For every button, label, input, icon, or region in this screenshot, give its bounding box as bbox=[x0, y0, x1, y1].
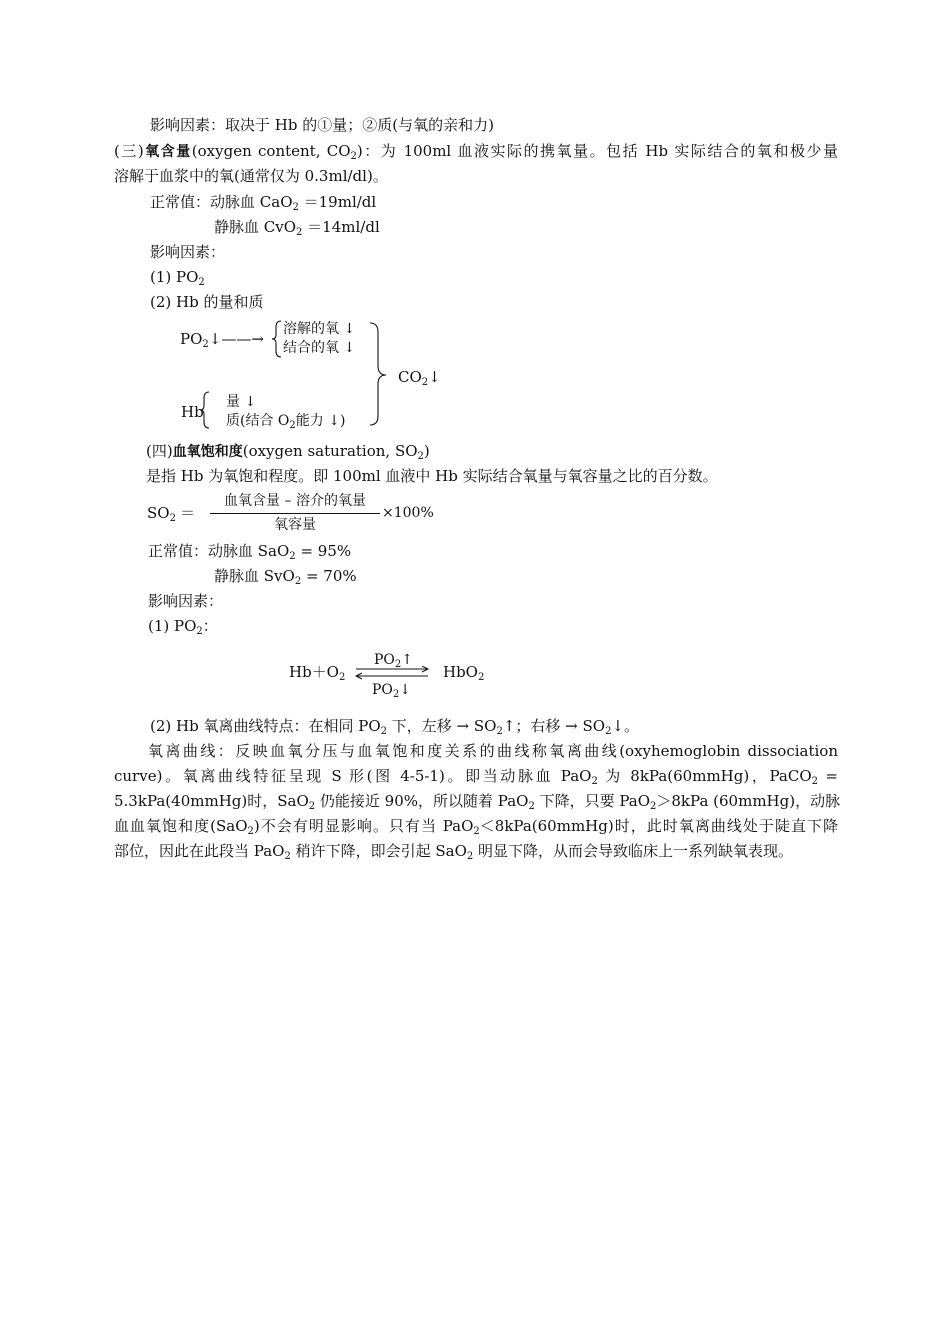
normal-arterial-cao2: 正常值：动脉血 CaO$_2$ ＝19ml/dl bbox=[150, 193, 377, 213]
diagram-co2-result: $CO_2↓$ bbox=[398, 368, 441, 388]
section-heading: 氧含量 bbox=[143, 144, 192, 160]
oxygen-content-heading: (三)氧含量(oxygen content, $CO_2$)：为 100ml 血液实际的携氧量。包括 Hb 实际结合的氧和极少量 bbox=[114, 142, 838, 162]
left-brace-icon bbox=[271, 320, 283, 358]
oxygen-saturation-heading: (四)血氧饱和度(oxygen saturation, $SO_2$) bbox=[146, 442, 430, 462]
reaction-reactants: $Hb+O_2$ bbox=[289, 663, 346, 683]
reaction-product: HbO$_2$ bbox=[443, 663, 485, 683]
diagram-dissolved-oxygen: 溶解的氧 ↓ bbox=[283, 321, 356, 337]
normal-venous-svo2: 静脉血 SvO$_2$ = 70% bbox=[214, 567, 357, 587]
paragraph-line-4: 血血氧饱和度(SaO$_2$)不会有明显影响。只有当 PaO$_2$＜8kPa(60mmHg)时，此时氧离曲线处于陡直下降 bbox=[114, 817, 838, 837]
formula-equals: ＝ bbox=[180, 504, 196, 522]
paragraph-line-2: curve)。氧离曲线特征呈现 S 形(图 4-5-1)。即当动脉血 PaO$_2$ 为 8kPa(60mmHg)，PaCO$_2$ = bbox=[114, 767, 838, 787]
factor-item-po2-2: (1) $PO_2$： bbox=[148, 617, 218, 637]
section-heading: 血氧饱和度 bbox=[172, 444, 243, 460]
diagram-bound-oxygen: 结合的氧 ↓ bbox=[283, 340, 356, 356]
oxygen-content-line2: 溶解于血浆中的氧(通常仅为 0.3ml/dl)。 bbox=[114, 167, 388, 185]
formula-multiplier: ×100% bbox=[382, 505, 434, 521]
fraction-bar bbox=[210, 513, 380, 514]
paragraph-line-5: 部位，因此在此段当 PaO$_2$ 稍许下降，即会引起 SaO$_2$ 明显下降，从而会导致临床上一系列缺氧表现。 bbox=[114, 842, 794, 862]
influence-factors-line: 影响因素：取决于 Hb 的①量；②质(与氧的亲和力) bbox=[150, 116, 494, 134]
formula-numerator: 血氧含量 – 溶介的氧量 bbox=[224, 493, 366, 509]
section-number: (三) bbox=[114, 142, 144, 160]
section-number: (四) bbox=[146, 442, 173, 460]
hb-curve-features: (2) Hb 氧离曲线特点：在相同 $PO_2$ 下，左移 → $SO_2↑$；右移 → $SO_2↓$。 bbox=[150, 717, 640, 737]
reaction-top-condition: $PO_2↑$ bbox=[374, 652, 414, 670]
factors-title: 影响因素： bbox=[150, 243, 226, 261]
saturation-definition: 是指 Hb 为氧饱和程度。即 100ml 血液中 Hb 实际结合氧量与氧容量之比的百分数。 bbox=[146, 467, 718, 485]
normal-arterial-sao2: 正常值：动脉血 SaO$_2$ = 95% bbox=[148, 542, 352, 562]
reaction-bottom-condition: $PO_2↓$ bbox=[372, 682, 412, 700]
right-brace-icon bbox=[368, 322, 390, 426]
paragraph-line-3: 5.3kPa(40mmHg)时，SaO$_2$ 仍能接近 90%，所以随着 PaO$_2$ 下降，只要 PaO$_2$＞8kPa (60mmHg)，动脉 bbox=[114, 792, 841, 812]
factor-item-hb: (2) Hb 的量和质 bbox=[150, 293, 264, 311]
factors-title-2: 影响因素： bbox=[148, 592, 224, 610]
diagram-po2: $PO_2↓——\to$ bbox=[180, 330, 264, 350]
paragraph-line-1: 氧离曲线：反映血氧分压与血氧饱和度关系的曲线称氧离曲线(oxyhemoglobin dissociation bbox=[148, 742, 838, 760]
diagram-hb: Hb bbox=[181, 403, 204, 421]
diagram-hb-quantity: 量 ↓ bbox=[226, 394, 257, 410]
left-brace-icon bbox=[199, 391, 211, 429]
diagram-hb-quality: 质(结合 $O_2$能力 ↓) bbox=[226, 413, 346, 431]
formula-denominator: 氧容量 bbox=[274, 517, 316, 533]
equilibrium-arrows-icon bbox=[354, 666, 430, 680]
formula-lhs: $SO_2$ bbox=[147, 504, 176, 524]
normal-venous-cvo2: 静脉血 CvO$_2$ ＝14ml/dl bbox=[214, 218, 380, 238]
factor-item-po2: (1) $PO_2$ bbox=[150, 268, 205, 288]
